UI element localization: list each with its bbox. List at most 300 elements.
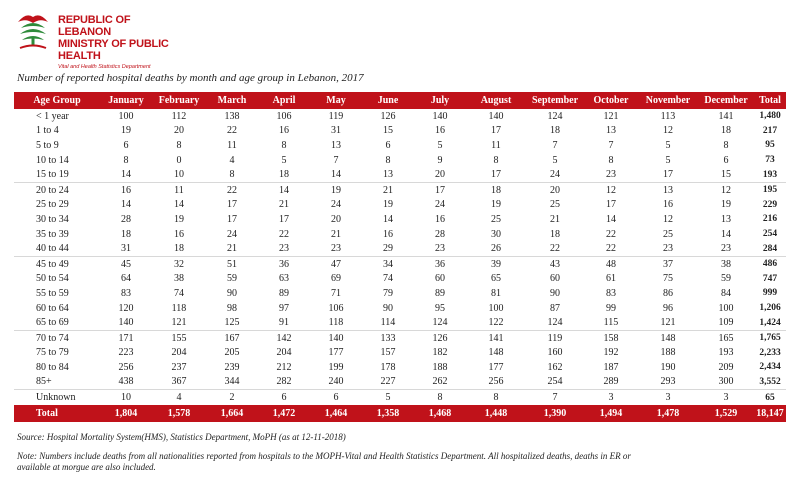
table-cell: 142 bbox=[276, 332, 292, 344]
column-header: April bbox=[272, 95, 296, 106]
table-cell: 182 bbox=[432, 347, 448, 359]
age-group-cell: 55 to 59 bbox=[36, 287, 69, 299]
table-cell: 237 bbox=[171, 361, 187, 373]
table-cell: 18 bbox=[550, 125, 560, 137]
note-text: Note: Numbers include deaths from all nationalities reported from hospitals to the MOPH-Vital and Health Statistics Department. All hospitalized deaths, deaths in ER or available at morgue are also included. bbox=[17, 451, 631, 472]
row-total-cell: 284 bbox=[754, 241, 786, 256]
table-cell: 256 bbox=[466, 375, 526, 390]
table-cell: 25 bbox=[550, 199, 560, 211]
table-row bbox=[14, 109, 786, 124]
table-cell: 126 bbox=[380, 110, 396, 122]
table-cell: 367 bbox=[152, 375, 206, 390]
table-cell: 14 bbox=[121, 199, 131, 211]
total-row bbox=[14, 405, 786, 422]
table-cell: 344 bbox=[206, 375, 258, 390]
table-cell: 15 bbox=[383, 125, 393, 137]
row-total-cell: 254 bbox=[762, 229, 778, 240]
table-cell: 100 bbox=[718, 302, 734, 314]
table-cell: 21 bbox=[383, 184, 393, 196]
table-cell: 8 bbox=[281, 139, 287, 151]
table-row bbox=[14, 256, 786, 271]
column-header: June bbox=[377, 95, 399, 106]
table-cell: 95 bbox=[435, 302, 445, 314]
table-cell: 89 bbox=[279, 287, 289, 299]
table-row bbox=[14, 227, 786, 242]
table-cell: 118 bbox=[310, 315, 362, 330]
table-cell: 13 bbox=[663, 184, 673, 196]
table-cell: 120 bbox=[118, 302, 134, 314]
table-row bbox=[14, 241, 786, 256]
deaths-table bbox=[14, 92, 786, 422]
age-group-cell: 50 to 54 bbox=[36, 273, 69, 285]
age-group-cell: 80 to 84 bbox=[36, 361, 69, 373]
total-cell: 1,390 bbox=[543, 407, 567, 419]
table-cell: 71 bbox=[331, 287, 341, 299]
table-cell: 74 bbox=[383, 273, 393, 285]
table-cell: 121 bbox=[603, 110, 619, 122]
total-cell: 1,529 bbox=[714, 407, 738, 419]
table-cell: 239 bbox=[224, 361, 240, 373]
table-cell: 5 bbox=[281, 154, 287, 166]
table-cell: 100 bbox=[488, 302, 504, 314]
table-row bbox=[14, 138, 786, 153]
table-cell: 262 bbox=[414, 375, 466, 390]
table-row bbox=[14, 315, 786, 330]
table-cell: 60 bbox=[435, 273, 445, 285]
table-cell: 141 bbox=[718, 110, 734, 122]
table-cell: 74 bbox=[174, 287, 184, 299]
table-cell: 126 bbox=[432, 332, 448, 344]
age-group-cell: 25 to 29 bbox=[36, 199, 69, 211]
table-cell: 11 bbox=[174, 184, 184, 196]
organization-name bbox=[58, 14, 186, 70]
table-cell: 19 bbox=[383, 199, 393, 211]
row-total-cell: 999 bbox=[762, 288, 778, 299]
table-cell: 30 bbox=[491, 228, 501, 240]
table-cell: 36 bbox=[279, 258, 289, 270]
table-cell: 13 bbox=[606, 125, 616, 137]
table-cell: 81 bbox=[491, 287, 501, 299]
table-cell: 24 bbox=[331, 199, 341, 211]
table-cell: 61 bbox=[606, 273, 616, 285]
age-group-cell: 15 to 19 bbox=[14, 167, 100, 182]
table-cell: 31 bbox=[100, 241, 152, 256]
table-cell: 34 bbox=[383, 258, 393, 270]
table-cell: 8 bbox=[608, 154, 614, 166]
table-cell: 65 bbox=[491, 273, 501, 285]
table-body bbox=[14, 109, 786, 405]
table-cell: 21 bbox=[206, 241, 258, 256]
table-cell: 5 bbox=[552, 154, 558, 166]
table-cell: 21 bbox=[550, 213, 560, 225]
table-cell: 16 bbox=[279, 125, 289, 137]
table-cell: 12 bbox=[663, 125, 673, 137]
total-cell: 1,472 bbox=[272, 407, 296, 419]
table-row bbox=[14, 390, 786, 405]
table-cell: 192 bbox=[603, 347, 619, 359]
table-cell: 121 bbox=[638, 315, 698, 330]
table-cell: 0 bbox=[176, 154, 182, 166]
column-header: Total bbox=[759, 95, 781, 106]
table-cell: 124 bbox=[526, 315, 584, 330]
table-cell: 6 bbox=[385, 139, 391, 151]
table-cell: 158 bbox=[603, 332, 619, 344]
age-group-cell: 10 to 14 bbox=[36, 154, 69, 166]
table-cell: 3 bbox=[723, 392, 729, 404]
table-cell: 22 bbox=[279, 228, 289, 240]
row-total-cell: 747 bbox=[762, 273, 778, 284]
table-cell: 22 bbox=[227, 125, 237, 137]
table-cell: 8 bbox=[493, 154, 499, 166]
table-cell: 157 bbox=[380, 347, 396, 359]
table-cell: 289 bbox=[584, 375, 638, 390]
row-total-cell: 2,434 bbox=[759, 362, 781, 373]
table-row bbox=[14, 182, 786, 197]
row-total-cell: 217 bbox=[762, 125, 778, 136]
table-cell: 121 bbox=[152, 315, 206, 330]
table-cell: 24 bbox=[435, 199, 445, 211]
row-total-cell: 229 bbox=[762, 199, 778, 210]
table-cell: 99 bbox=[606, 302, 616, 314]
table-row bbox=[14, 212, 786, 227]
column-header: July bbox=[430, 95, 450, 106]
table-cell: 83 bbox=[606, 287, 616, 299]
table-cell: 7 bbox=[552, 139, 558, 151]
table-cell: 38 bbox=[174, 273, 184, 285]
table-cell: 6 bbox=[333, 392, 339, 404]
table-cell: 177 bbox=[488, 361, 504, 373]
table-cell: 16 bbox=[383, 228, 393, 240]
table-cell: 17 bbox=[606, 199, 616, 211]
table-cell: 9 bbox=[437, 154, 443, 166]
table-cell: 22 bbox=[227, 184, 237, 196]
table-cell: 7 bbox=[333, 154, 339, 166]
row-total-cell: 73 bbox=[765, 155, 775, 166]
table-cell: 8 bbox=[385, 154, 391, 166]
age-group-cell: 1 to 4 bbox=[36, 125, 59, 137]
column-header: September bbox=[531, 95, 579, 106]
table-cell: 256 bbox=[118, 361, 134, 373]
table-cell: 69 bbox=[331, 273, 341, 285]
table-cell: 15 bbox=[698, 167, 754, 182]
row-total-cell: 1,424 bbox=[754, 315, 786, 330]
table-cell: 11 bbox=[491, 139, 501, 151]
table-cell: 14 bbox=[279, 184, 289, 196]
table-cell: 5 bbox=[665, 139, 671, 151]
age-group-cell: 45 to 49 bbox=[36, 258, 69, 270]
table-cell: 16 bbox=[121, 184, 131, 196]
table-cell: 18 bbox=[121, 228, 131, 240]
table-cell: 63 bbox=[279, 273, 289, 285]
table-cell: 7 bbox=[552, 392, 558, 404]
org-line-2: MINISTRY OF PUBLIC HEALTH bbox=[58, 38, 169, 62]
table-cell: 64 bbox=[121, 273, 131, 285]
table-cell: 124 bbox=[547, 110, 563, 122]
table-row bbox=[14, 272, 786, 287]
table-cell: 90 bbox=[383, 302, 393, 314]
column-header: March bbox=[217, 95, 247, 106]
table-cell: 12 bbox=[606, 184, 616, 196]
table-cell: 3 bbox=[608, 392, 614, 404]
table-cell: 209 bbox=[718, 361, 734, 373]
table-cell: 140 bbox=[100, 315, 152, 330]
age-group-cell: 30 to 34 bbox=[36, 213, 69, 225]
table-cell: 22 bbox=[606, 228, 616, 240]
table-cell: 23 bbox=[638, 241, 698, 256]
table-cell: 138 bbox=[224, 110, 240, 122]
table-cell: 28 bbox=[435, 228, 445, 240]
table-cell: 109 bbox=[698, 315, 754, 330]
org-line-3: Vital and Health Statistics Department bbox=[58, 64, 151, 70]
table-row bbox=[14, 346, 786, 361]
table-cell: 19 bbox=[491, 199, 501, 211]
row-total-cell: 3,552 bbox=[754, 375, 786, 390]
table-cell: 23 bbox=[258, 241, 310, 256]
column-header: October bbox=[593, 95, 629, 106]
table-cell: 23 bbox=[414, 241, 466, 256]
table-cell: 7 bbox=[608, 139, 614, 151]
table-cell: 193 bbox=[718, 347, 734, 359]
table-cell: 37 bbox=[663, 258, 673, 270]
org-line-1: REPUBLIC OF LEBANON bbox=[58, 14, 131, 38]
age-group-cell: 20 to 24 bbox=[36, 184, 69, 196]
table-cell: 90 bbox=[227, 287, 237, 299]
table-cell: 17 bbox=[279, 213, 289, 225]
table-cell: 32 bbox=[174, 258, 184, 270]
table-cell: 162 bbox=[547, 361, 563, 373]
table-cell: 293 bbox=[638, 375, 698, 390]
table-cell: 51 bbox=[227, 258, 237, 270]
table-cell: 8 bbox=[123, 154, 129, 166]
table-cell: 17 bbox=[227, 199, 237, 211]
table-cell: 212 bbox=[276, 361, 292, 373]
table-cell: 45 bbox=[121, 258, 131, 270]
table-row bbox=[14, 124, 786, 139]
table-cell: 148 bbox=[660, 332, 676, 344]
table-title: Number of reported hospital deaths by month and age group in Lebanon, 2017 bbox=[17, 72, 364, 84]
table-cell: 119 bbox=[547, 332, 563, 344]
table-cell: 75 bbox=[663, 273, 673, 285]
table-cell: 8 bbox=[206, 167, 258, 182]
table-cell: 205 bbox=[224, 347, 240, 359]
table-cell: 60 bbox=[550, 273, 560, 285]
row-total-cell: 195 bbox=[762, 185, 778, 196]
table-cell: 8 bbox=[723, 139, 729, 151]
table-cell: 16 bbox=[435, 125, 445, 137]
table-cell: 59 bbox=[721, 273, 731, 285]
table-cell: 167 bbox=[224, 332, 240, 344]
source-text: Source: Hospital Mortality System(HMS), Statistics Department, MoPH (as at 12-11-2018) bbox=[17, 432, 346, 442]
table-cell: 106 bbox=[328, 302, 344, 314]
table-row bbox=[14, 360, 786, 375]
table-cell: 59 bbox=[227, 273, 237, 285]
total-cell: 18,147 bbox=[756, 407, 784, 419]
table-cell: 87 bbox=[550, 302, 560, 314]
row-total-cell: 1,480 bbox=[759, 111, 781, 122]
table-cell: 22 bbox=[584, 241, 638, 256]
table-cell: 17 bbox=[435, 184, 445, 196]
total-cell: 1,478 bbox=[656, 407, 680, 419]
table-cell: 254 bbox=[526, 375, 584, 390]
table-cell: 24 bbox=[526, 167, 584, 182]
table-cell: 148 bbox=[488, 347, 504, 359]
column-header: November bbox=[645, 95, 691, 106]
table-cell: 23 bbox=[310, 241, 362, 256]
table-cell: 165 bbox=[718, 332, 734, 344]
table-cell: 11 bbox=[227, 139, 237, 151]
table-cell: 23 bbox=[698, 241, 754, 256]
table-cell: 4 bbox=[176, 392, 182, 404]
table-cell: 20 bbox=[550, 184, 560, 196]
table-cell: 160 bbox=[547, 347, 563, 359]
table-cell: 6 bbox=[723, 154, 729, 166]
table-cell: 26 bbox=[466, 241, 526, 256]
table-cell: 438 bbox=[100, 375, 152, 390]
total-cell: 1,804 bbox=[114, 407, 138, 419]
table-cell: 84 bbox=[721, 287, 731, 299]
table-cell: 112 bbox=[171, 110, 187, 122]
table-cell: 25 bbox=[663, 228, 673, 240]
table-cell: 19 bbox=[174, 213, 184, 225]
table-cell: 187 bbox=[603, 361, 619, 373]
table-cell: 124 bbox=[414, 315, 466, 330]
table-cell: 2 bbox=[229, 392, 235, 404]
table-cell: 17 bbox=[227, 213, 237, 225]
table-cell: 83 bbox=[121, 287, 131, 299]
table-cell: 125 bbox=[206, 315, 258, 330]
table-cell: 20 bbox=[414, 167, 466, 182]
total-cell: 1,464 bbox=[324, 407, 348, 419]
table-cell: 43 bbox=[550, 258, 560, 270]
table-cell: 21 bbox=[331, 228, 341, 240]
table-cell: 39 bbox=[491, 258, 501, 270]
total-cell: 1,494 bbox=[599, 407, 623, 419]
table-cell: 25 bbox=[491, 213, 501, 225]
table-row bbox=[14, 167, 786, 182]
table-cell: 21 bbox=[279, 199, 289, 211]
table-cell: 16 bbox=[663, 199, 673, 211]
table-cell: 79 bbox=[383, 287, 393, 299]
table-row bbox=[14, 375, 786, 390]
table-cell: 29 bbox=[362, 241, 414, 256]
column-header: May bbox=[326, 95, 346, 106]
table-cell: 18 bbox=[258, 167, 310, 182]
age-group-cell: < 1 year bbox=[36, 110, 69, 122]
total-label: Total bbox=[36, 407, 58, 419]
age-group-cell: 85+ bbox=[14, 375, 100, 390]
table-cell: 17 bbox=[466, 167, 526, 182]
table-cell: 118 bbox=[171, 302, 187, 314]
table-cell: 20 bbox=[331, 213, 341, 225]
table-row bbox=[14, 198, 786, 213]
table-row bbox=[14, 330, 786, 345]
table-cell: 133 bbox=[380, 332, 396, 344]
table-cell: 17 bbox=[491, 125, 501, 137]
table-row bbox=[14, 286, 786, 301]
table-cell: 106 bbox=[276, 110, 292, 122]
table-cell: 140 bbox=[328, 332, 344, 344]
table-cell: 141 bbox=[488, 332, 504, 344]
age-group-cell: 75 to 79 bbox=[36, 347, 69, 359]
age-group-cell: 60 to 64 bbox=[36, 302, 69, 314]
table-cell: 177 bbox=[328, 347, 344, 359]
table-cell: 47 bbox=[331, 258, 341, 270]
table-cell: 140 bbox=[488, 110, 504, 122]
table-cell: 13 bbox=[331, 139, 341, 151]
row-total-cell: 1,206 bbox=[759, 303, 781, 314]
table-cell: 19 bbox=[121, 125, 131, 137]
table-cell: 204 bbox=[171, 347, 187, 359]
table-cell: 171 bbox=[118, 332, 134, 344]
table-cell: 16 bbox=[435, 213, 445, 225]
row-total-cell: 65 bbox=[765, 392, 775, 403]
table-cell: 8 bbox=[437, 392, 443, 404]
table-cell: 14 bbox=[721, 228, 731, 240]
table-cell: 204 bbox=[276, 347, 292, 359]
age-group-cell: 70 to 74 bbox=[36, 332, 69, 344]
table-cell: 98 bbox=[227, 302, 237, 314]
table-cell: 96 bbox=[663, 302, 673, 314]
table-cell: 12 bbox=[721, 184, 731, 196]
table-cell: 14 bbox=[383, 213, 393, 225]
table-cell: 14 bbox=[310, 167, 362, 182]
table-cell: 227 bbox=[362, 375, 414, 390]
table-cell: 199 bbox=[328, 361, 344, 373]
table-cell: 90 bbox=[550, 287, 560, 299]
row-total-cell: 486 bbox=[762, 259, 778, 270]
row-total-cell: 216 bbox=[762, 214, 778, 225]
table-cell: 23 bbox=[584, 167, 638, 182]
table-cell: 8 bbox=[493, 392, 499, 404]
table-cell: 13 bbox=[721, 213, 731, 225]
table-cell: 18 bbox=[491, 184, 501, 196]
table-cell: 14 bbox=[100, 167, 152, 182]
column-header: December bbox=[704, 95, 748, 106]
table-cell: 24 bbox=[227, 228, 237, 240]
row-total-cell: 1,765 bbox=[759, 333, 781, 344]
table-cell: 19 bbox=[721, 199, 731, 211]
table-cell: 6 bbox=[281, 392, 287, 404]
age-group-cell: 65 to 69 bbox=[14, 315, 100, 330]
table-cell: 155 bbox=[171, 332, 187, 344]
table-cell: 188 bbox=[432, 361, 448, 373]
table-cell: 28 bbox=[121, 213, 131, 225]
age-group-cell: 35 to 39 bbox=[36, 228, 69, 240]
age-group-cell: 40 to 44 bbox=[14, 241, 100, 256]
table-cell: 12 bbox=[663, 213, 673, 225]
age-group-cell: Unknown bbox=[36, 392, 76, 404]
table-cell: 10 bbox=[152, 167, 206, 182]
table-cell: 97 bbox=[279, 302, 289, 314]
table-cell: 38 bbox=[721, 258, 731, 270]
table-cell: 18 bbox=[550, 228, 560, 240]
table-cell: 48 bbox=[606, 258, 616, 270]
total-cell: 1,358 bbox=[376, 407, 400, 419]
table-cell: 100 bbox=[118, 110, 134, 122]
row-total-cell: 2,233 bbox=[759, 347, 781, 358]
table-cell: 6 bbox=[123, 139, 129, 151]
column-header: January bbox=[108, 95, 144, 106]
table-cell: 31 bbox=[331, 125, 341, 137]
table-row bbox=[14, 153, 786, 168]
table-cell: 282 bbox=[258, 375, 310, 390]
table-cell: 36 bbox=[435, 258, 445, 270]
total-cell: 1,468 bbox=[428, 407, 452, 419]
table-cell: 86 bbox=[663, 287, 673, 299]
table-cell: 114 bbox=[362, 315, 414, 330]
table-cell: 113 bbox=[660, 110, 676, 122]
header bbox=[16, 12, 186, 70]
